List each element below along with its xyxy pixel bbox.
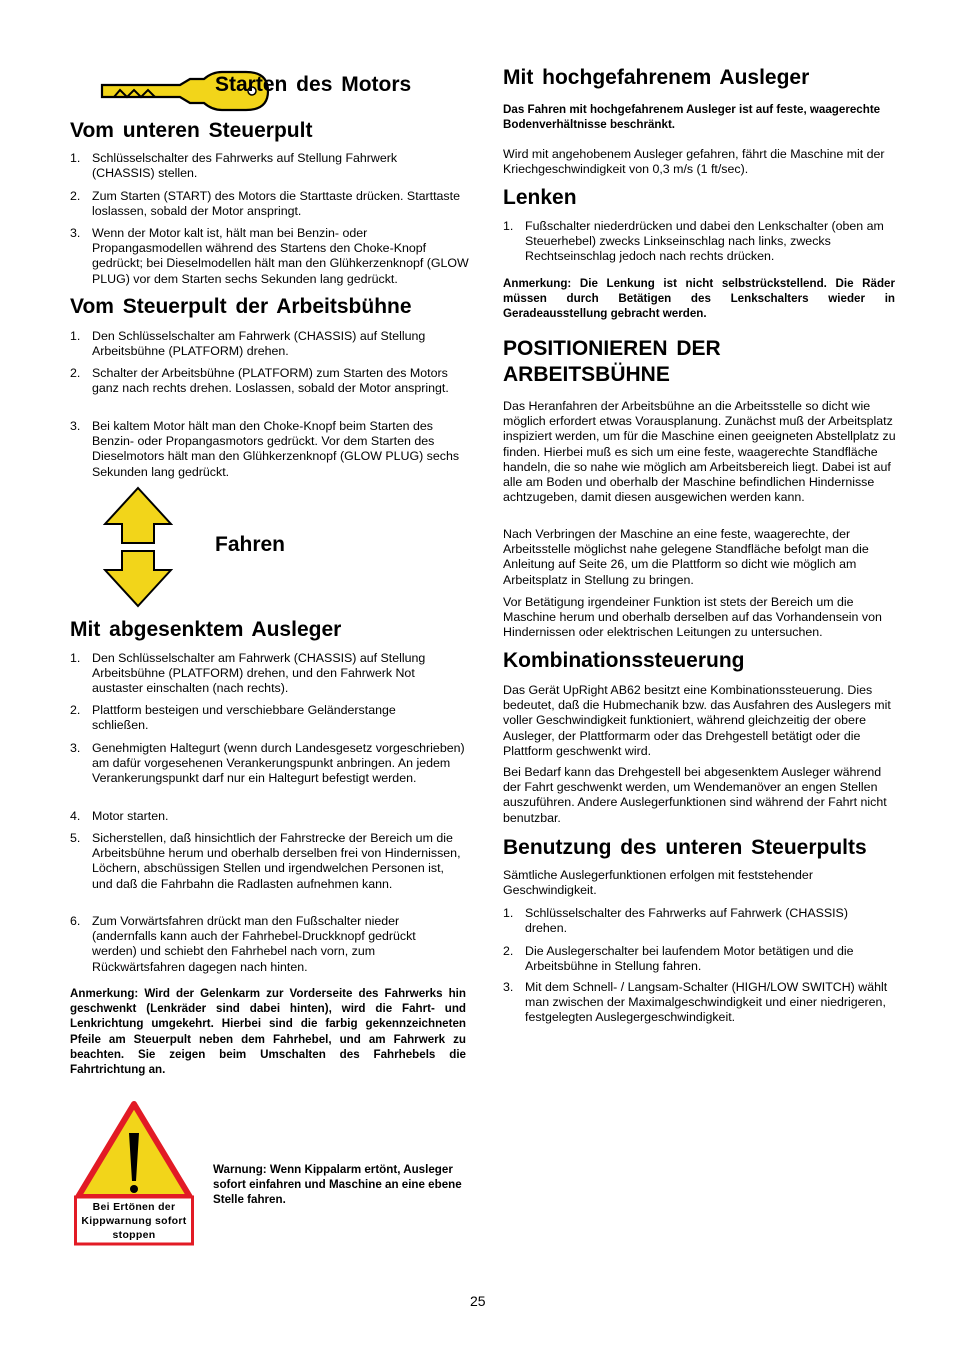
hochgefahren-text: Wird mit angehobenem Ausleger gefahren, fährt die Maschine mit der Kriechgeschwindigkeit von 0,3 m/s (1 ft/sec).	[503, 147, 885, 177]
benutzung-intro: Sämtliche Auslegerfunktionen erfolgen mit feststehender Geschwindigkeit.	[503, 868, 813, 898]
positionieren-p3: Vor Betätigung irgendeiner Funktion ist stets der Bereich um die Maschine herum und oberhalb derselben auf das Vorhandensein von Hindernissen oder elektrischen Leitungen zu untersuchen.	[503, 595, 882, 640]
heading-mit-abgesenktem-ausleger: Mit abgesenktem Ausleger	[70, 618, 342, 641]
note-lenkung: Anmerkung: Die Lenkung ist nicht selbstrückstellend. Die Räder müssen durch Betätigen des Lenkschalters wieder in Geradeausstellung gebracht werden.	[503, 277, 895, 321]
up-down-arrow-icon	[103, 486, 173, 608]
positionieren-p1: Das Heranfahren der Arbeitsbühne an die Arbeitsstelle so dicht wie möglich erfordert etwas Vorausplanung. Zunächst muß der Arbeitsplatz inspiziert werden, um für die Maschine einen geeigneten Abstellplatz zu finden. Hierbei muß es sich um eine feste, waagerechte Standfläche handeln, die so nahe wie möglich am Arbeitsbereich liegt. Dabei ist auf alle am Boden und oberhalb der Maschine befindlichen Hindernisse achtzugeben, damit diesen ausgewichen werden kann.	[503, 399, 896, 505]
page-number: 25	[470, 1293, 486, 1309]
warning-sign-text: Bei Ertönen der Kippwarnung sofort stoppen	[81, 1201, 187, 1241]
section-title-fahren: Fahren	[215, 533, 286, 556]
heading-benutzung-des-unteren-steuerpults: Benutzung des unteren Steuerpults	[503, 836, 867, 859]
heading-positionieren-line1: POSITIONIEREN DER	[503, 337, 721, 360]
note-gelenkarm: Anmerkung: Wird der Gelenkarm zur Vorderseite des Fahrwerks hin geschwenkt (Lenkräder sind dabei hinten), wird die Fahrt- und Lenkrichtung umgekehrt. Hierbei sind die farbig gekennzeichneten Pfeile am Steuerpult neben dem Fahrhebel, und am Fahrwerk zu beachten. Sie zeigen beim Umschalten des Fahrhebels die Fahrtrichtung an.	[70, 987, 466, 1077]
heading-vom-steuerpult-der-arbeitsbuehne: Vom Steuerpult der Arbeitsbühne	[70, 295, 412, 318]
heading-lenken: Lenken	[503, 186, 577, 209]
heading-positionieren-line2: ARBEITSBÜHNE	[503, 363, 670, 386]
kombination-p1: Das Gerät UpRight AB62 besitzt eine Kombinationssteuerung. Dies bedeutet, daß die Hubmechanik bzw. das Ausfahren des Auslegers mit voller Geschwindigkeit funktioniert, während gleichzeitig der obere Ausleger, der Plattformarm oder das Drehgestell betätigt oder die Plattform geschwenkt wird.	[503, 683, 891, 758]
positionieren-p2: Nach Verbringen der Maschine an eine feste, waagerechte, der Arbeitsstelle möglichst nahe gelegene Standfläche befolgt man die Anleitung auf Seite 26, um die Plattform so dicht wie möglich am Arbeitsplatz in Stellung zu bringen.	[503, 527, 869, 587]
hochgefahren-bold: Das Fahren mit hochgefahrenem Ausleger ist auf feste, waagerechte Bodenverhältnisse beschränkt.	[503, 103, 881, 132]
warning-text: Warnung: Wenn Kippalarm ertönt, Ausleger sofort einfahren und Maschine an eine ebene Stelle fahren.	[213, 1163, 462, 1207]
heading-kombinationssteuerung: Kombinationssteuerung	[503, 649, 745, 672]
section-title-starten: Starten des Motors	[215, 73, 412, 96]
heading-vom-unteren-steuerpult: Vom unteren Steuerpult	[70, 119, 313, 142]
kombination-p2: Bei Bedarf kann das Drehgestell bei abgesenktem Ausleger während der Fahrt geschwenkt werden, um Wendemanöver an engen Stellen auszuführen. Andere Auslegerfunktionen sind während der Fahrt nicht benutzbar.	[503, 765, 887, 825]
heading-mit-hochgefahrenem-ausleger: Mit hochgefahrenem Ausleger	[503, 66, 810, 89]
